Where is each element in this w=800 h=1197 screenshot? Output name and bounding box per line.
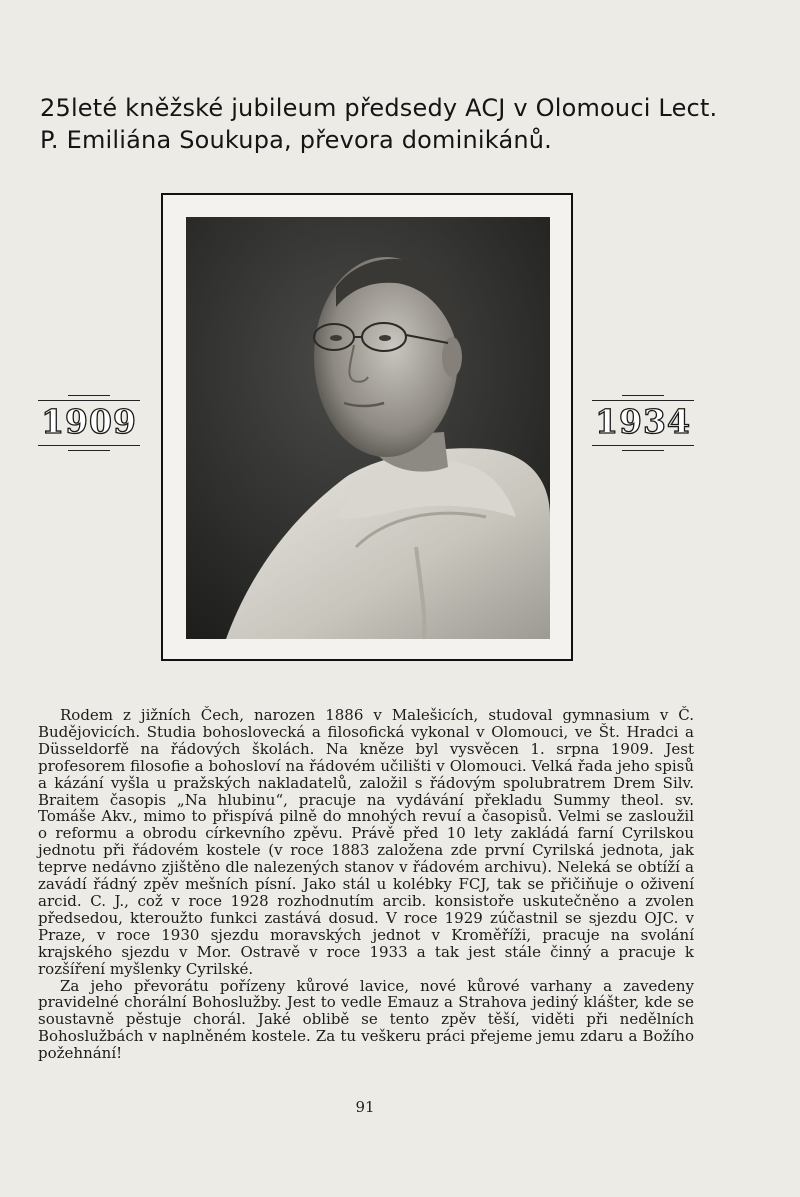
- article-body: [38, 707, 694, 1062]
- year-start-ornament: [38, 393, 140, 455]
- page-number: 91: [355, 1098, 375, 1116]
- title-line-2: P. Emiliána Soukupa, převora dominikánů.: [40, 126, 552, 154]
- portrait-photo: [186, 217, 550, 639]
- year-end: 1934: [595, 402, 691, 441]
- photo-frame: [161, 193, 573, 661]
- year-end-ornament: [592, 393, 694, 455]
- year-start: 1909: [41, 402, 137, 441]
- portrait-image: [186, 217, 550, 639]
- body-paragraph-2: Za jeho převorátu pořízeny kůrové lavice, nové kůrové varhany a zavedeny pravidelné chorální Bohoslužby. Jest to vedle Emauz a Strahova jediný klášter, kde se soustavně pěstuje chorál. Jaké oblibě se tento zpěv těší, viděti při nedělních Bohoslužbách v naplněném kostele. Za tu veškeru práci přejeme jemu zdaru a Božího požehnání!: [38, 976, 694, 1063]
- title-line-1: 25leté kněžské jubileum předsedy ACJ v Olomouci Lect.: [40, 94, 718, 122]
- article-title: [40, 92, 720, 156]
- body-paragraph-1: Rodem z jižních Čech, narozen 1886 v Malešicích, studoval gymnasium v Č. Budějovicích. Studia bohoslovecká a filosofická vykonal v Olomouci, ve Št. Hradci a Düsseldorfě na řádových školách. Na kněze byl vysvěcen 1. srpna 1909. Jest profesorem filosofie a bohosloví na řádovém učilišti v Olomouci. Velká řada jeho spisů a kázání vyšla u pražských nakladatelů, založil s řádovým spolubratrem Drem Silv. Braitem časopis „Na hlubinu“, pracuje na vydávání překladu Summy theol. sv. Tomáše Akv., mimo to přispívá pilně do mnohých revuí a časopisů. Velmi se zasloužil o reformu a obrodu církevního zpěvu. Právě před 10 lety zakládá farní Cyrilskou jednotu při řádovém kostele (v roce 1883 založena zde první Cyrilská jednota, jak teprve nedávno zjištěno dle nalezených stanov v řádovém archivu). Neleká se obtíží a zavádí řádný zpěv mešních písní. Jako stál u kolébky FCJ, tak se přičiňuje o oživení arcid. C. J., což v roce 1928 rozhodnutím arcib. konsistoře uskutečněno a zvolen předsedou, kteroužto funkci zastává dosud. V roce 1929 zúčastnil se sjezdu OJC. v Praze, v roce 1930 sjezdu moravských jednot v Kroměříži, pracuje na svolání krajského sjezdu v Mor. Ostravě v roce 1933 a tak jest stále činný a pracuje k rozšíření myšlenky Cyrilské.: [38, 706, 694, 978]
